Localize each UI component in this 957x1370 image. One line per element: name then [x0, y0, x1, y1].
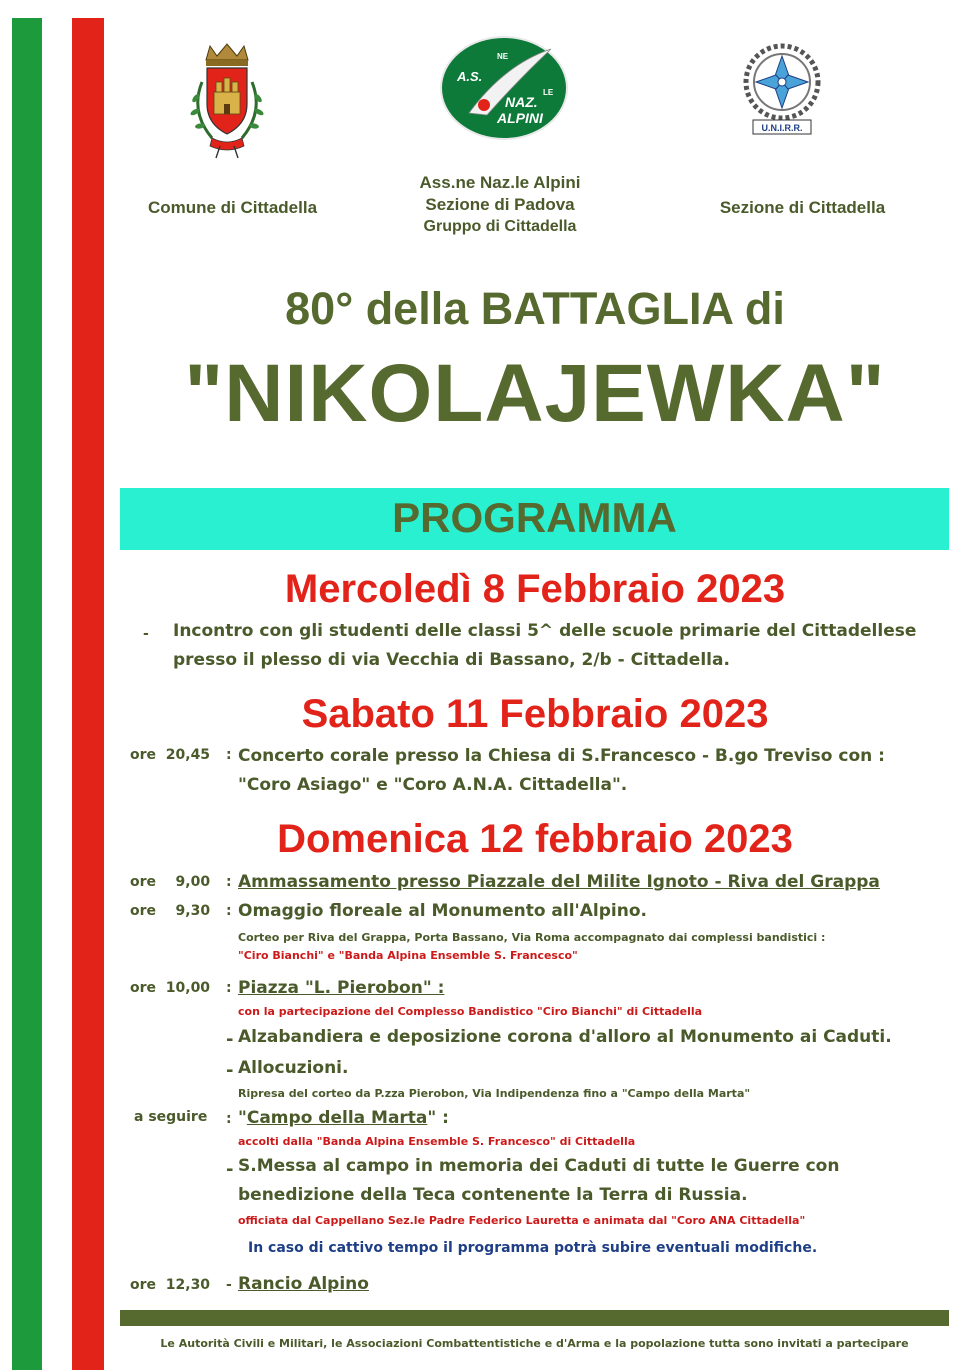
event-time: ore 20,45 [130, 747, 211, 763]
org-sezione: Sezione di Cittadella [719, 198, 886, 217]
event-detail: officiata dal Cappellano Sez.le Padre Federico Lauretta e animata dal "Coro ANA Cittadella" [238, 1214, 806, 1227]
svg-text:ALPINI: ALPINI [497, 110, 543, 126]
svg-text:LE: LE [543, 88, 554, 97]
event-text: "Coro Asiago" e "Coro A.N.A. Cittadella". [238, 775, 628, 795]
unirr-text: U.N.I.R.R. [761, 123, 803, 133]
svg-text:NAZ.: NAZ. [505, 94, 538, 110]
event-detail: accolti dalla "Banda Alpina Ensemble S. Francesco" di Cittadella [238, 1135, 636, 1148]
time-separator: : [226, 1111, 232, 1127]
event-detail: "Ciro Bianchi" e "Banda Alpina Ensemble S. Francesco" [238, 949, 578, 962]
event-text: presso il plesso di via Vecchia di Bassano, 2/b - Cittadella. [173, 650, 730, 670]
event-detail: con la partecipazione del Complesso Bandistico "Ciro Bianchi" di Cittadella [238, 1005, 703, 1018]
date-sabato: Sabato 11 Febbraio 2023 [301, 692, 769, 736]
programma-banner [120, 488, 949, 550]
weather-note: In caso di cattivo tempo il programma potrà subire eventuali modifiche. [248, 1240, 818, 1256]
ana-text-as: A.S. [457, 69, 483, 84]
ana-alpini-logo [439, 35, 569, 141]
bullet-dash: - [226, 1159, 234, 1180]
date-domenica: Domenica 12 febbraio 2023 [277, 817, 793, 861]
bullet-dash: - [143, 626, 149, 642]
event-text: Omaggio floreale al Monumento all'Alpino. [238, 901, 647, 921]
programma-label: PROGRAMMA [392, 494, 677, 541]
time-separator: : [226, 874, 232, 890]
time-separator: : [226, 903, 232, 919]
event-text: Rancio Alpino [238, 1274, 369, 1294]
event-time: ore 9,00 [130, 874, 211, 890]
bullet-dash: - [226, 1277, 232, 1293]
event-detail: Ripresa del corteo da P.zza Pierobon, Via Indipendenza fino a "Campo della Marta" [238, 1087, 751, 1100]
date-mercoledi: Mercoledì 8 Febbraio 2023 [284, 567, 786, 611]
event-text: Alzabandiera e deposizione corona d'alloro al Monumento ai Caduti. [238, 1027, 892, 1047]
event-text: Incontro con gli studenti delle classi 5^ delle scuole primarie del Cittadellese [173, 621, 917, 641]
org-ana-line3: Gruppo di Cittadella [423, 218, 577, 235]
event-text: "Campo della Marta" : [238, 1108, 449, 1128]
event-text: Concerto corale presso la Chiesa di S.Francesco - B.go Treviso con : [238, 746, 885, 766]
unirr-emblem [735, 40, 830, 140]
campo-marta: Campo della Marta [246, 1108, 428, 1128]
footer-invitation: Le Autorità Civili e Militari, le Associazioni Combattentistiche e d'Arma e la popolazione tutta sono invitati a partecipare [160, 1337, 909, 1350]
org-ana [370, 172, 630, 238]
event-time: ore 10,00 [130, 980, 211, 996]
bottom-divider [120, 1310, 949, 1326]
org-ana-line1: Ass.ne Naz.le Alpini [419, 173, 581, 192]
cittadella-coat-of-arms-icon [182, 42, 272, 162]
green-stripe [12, 18, 42, 1370]
time-separator: : [226, 747, 232, 763]
event-text: Allocuzioni. [238, 1058, 349, 1078]
org-ana-line2: Sezione di Padova [425, 195, 575, 214]
event-text: Piazza "L. Pierobon" : [238, 978, 445, 998]
event-text: S.Messa al campo in memoria dei Caduti di tutte le Guerre con [238, 1156, 840, 1176]
event-subtitle: 80° della BATTAGLIA di [285, 283, 785, 334]
event-title: "NIKOLAJEWKA" [184, 348, 886, 439]
event-text: Ammassamento presso Piazzale del Milite Ignoto - Riva del Grappa [238, 872, 880, 892]
red-stripe [72, 18, 104, 1370]
svg-text:NE: NE [497, 52, 509, 61]
org-comune: Comune di Cittadella [147, 198, 318, 217]
event-detail: Corteo per Riva del Grappa, Porta Bassano, Via Roma accompagnato dai complessi bandistici : [238, 931, 826, 944]
time-separator: : [226, 980, 232, 996]
event-time: ore 12,30 [130, 1277, 211, 1293]
event-time: ore 9,30 [130, 903, 211, 919]
bullet-dash: - [226, 1060, 234, 1081]
bullet-dash: - [226, 1029, 234, 1050]
event-text: benedizione della Teca contenente la Terra di Russia. [238, 1185, 748, 1205]
event-time: a seguire [134, 1109, 208, 1125]
